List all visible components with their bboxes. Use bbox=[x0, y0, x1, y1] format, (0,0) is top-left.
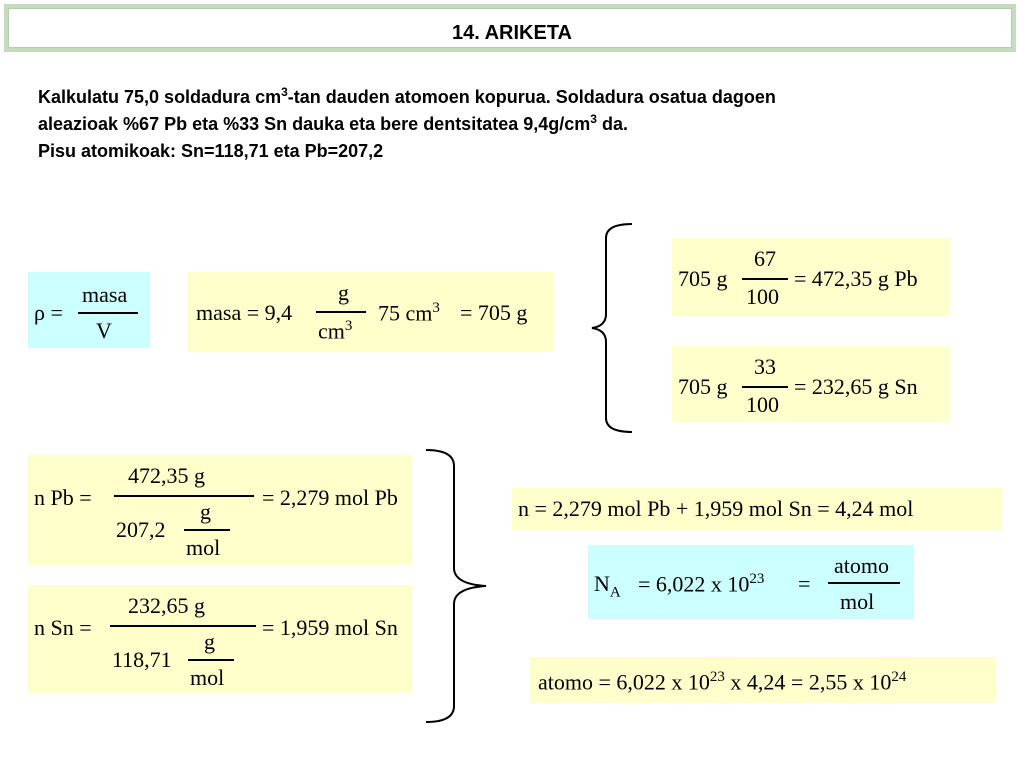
problem-line-1-sup: 3 bbox=[281, 85, 288, 99]
sn-moles-denominator: 118,71 bbox=[112, 647, 172, 672]
brace-mass-split bbox=[590, 222, 640, 434]
mass-lhs: masa = 9,4 bbox=[196, 300, 293, 325]
pb-mass-fraction-bar bbox=[742, 278, 788, 280]
problem-line-1-b: -tan dauden atomoen kopurua. Soldadura osatua dagoen bbox=[287, 87, 776, 107]
density-numerator: masa bbox=[82, 282, 128, 307]
pb-mass-lhs: 705 g bbox=[678, 266, 728, 291]
mass-fraction-denominator: $cm^3$ bbox=[318, 318, 353, 344]
pb-mass-equation bbox=[672, 238, 950, 316]
pb-moles-denominator: 207,2 bbox=[116, 517, 166, 542]
problem-line-2-b: da. bbox=[596, 114, 628, 134]
sn-moles-fraction-bar bbox=[110, 625, 256, 627]
density-equation bbox=[28, 272, 150, 348]
avogadro-equals: = bbox=[798, 571, 811, 596]
total-moles-equation bbox=[512, 488, 1002, 530]
problem-line-2-a: aleazioak %67 Pb eta %33 Sn dauka eta bere dentsitatea 9,4g/cm bbox=[38, 114, 591, 134]
sn-moles-numerator: 232,65 g bbox=[128, 593, 205, 618]
pb-mass-numerator: 67 bbox=[754, 246, 776, 271]
sn-mass-fraction-bar bbox=[742, 386, 788, 388]
sn-moles-inner-denominator: mol bbox=[190, 665, 225, 690]
sn-moles-inner-numerator: g bbox=[204, 629, 215, 654]
density-denominator: V bbox=[96, 318, 112, 343]
sn-moles-equation bbox=[28, 585, 412, 693]
pb-moles-equation bbox=[28, 455, 412, 565]
pb-moles-inner-numerator: g bbox=[200, 499, 211, 524]
pb-mass-denominator: 100 bbox=[746, 284, 779, 309]
problem-line-1 bbox=[38, 84, 988, 111]
page-title bbox=[0, 22, 1024, 45]
pb-moles-fraction-bar bbox=[114, 495, 254, 497]
problem-line-1-a: Kalkulatu 75,0 soldadura cm bbox=[38, 87, 282, 107]
density-fraction-bar bbox=[78, 312, 138, 314]
brace-moles-sum bbox=[424, 448, 494, 724]
avogadro-lhs: $N_A$ bbox=[594, 571, 621, 601]
avogadro-value: = 6,022 x $10^{23}$ bbox=[638, 571, 765, 597]
mass-rhs: = 705 g bbox=[460, 300, 528, 325]
pb-moles-inner-fraction-bar bbox=[184, 529, 230, 531]
sn-mass-rhs: = 232,65 g Sn bbox=[794, 374, 918, 399]
atoms-text: atomo = 6,022 x $10^{23}$ x 4,24 = 2,55 x $10^{24}$ bbox=[538, 669, 907, 695]
atoms-equation bbox=[530, 657, 996, 703]
mass-fraction-numerator: g bbox=[338, 280, 349, 305]
page-title-text: 14. ARIKETA bbox=[451, 22, 573, 44]
mass-volume: 75 $cm^3$ bbox=[378, 300, 440, 326]
mass-fraction-bar bbox=[316, 311, 366, 313]
sn-mass-lhs: 705 g bbox=[678, 374, 728, 399]
pb-mass-rhs: = 472,35 g Pb bbox=[794, 266, 918, 291]
avogadro-numerator: atomo bbox=[834, 553, 889, 578]
pb-moles-lhs: n Pb = bbox=[34, 485, 92, 510]
sn-mass-numerator: 33 bbox=[754, 354, 776, 379]
sn-moles-inner-fraction-bar bbox=[188, 659, 234, 661]
sn-moles-rhs: = 1,959 mol Sn bbox=[262, 615, 398, 640]
mass-equation bbox=[188, 272, 554, 352]
avogadro-fraction-bar bbox=[828, 582, 900, 584]
density-lhs: ρ = bbox=[34, 300, 63, 325]
problem-line-3: Pisu atomikoak: Sn=118,71 eta Pb=207,2 bbox=[38, 141, 384, 161]
total-moles-text: n = 2,279 mol Pb + 1,959 mol Sn = 4,24 mol bbox=[518, 496, 914, 521]
avogadro-denominator: mol bbox=[840, 589, 875, 614]
problem-line-2 bbox=[38, 111, 988, 138]
pb-moles-numerator: 472,35 g bbox=[128, 463, 205, 488]
sn-mass-denominator: 100 bbox=[746, 392, 779, 417]
avogadro-equation bbox=[588, 545, 914, 619]
problem-line-2-sup: 3 bbox=[590, 112, 597, 126]
problem-statement bbox=[38, 84, 988, 165]
pb-moles-rhs: = 2,279 mol Pb bbox=[262, 485, 398, 510]
sn-mass-equation bbox=[672, 346, 950, 422]
sn-moles-lhs: n Sn = bbox=[34, 615, 92, 640]
pb-moles-inner-denominator: mol bbox=[186, 535, 221, 560]
